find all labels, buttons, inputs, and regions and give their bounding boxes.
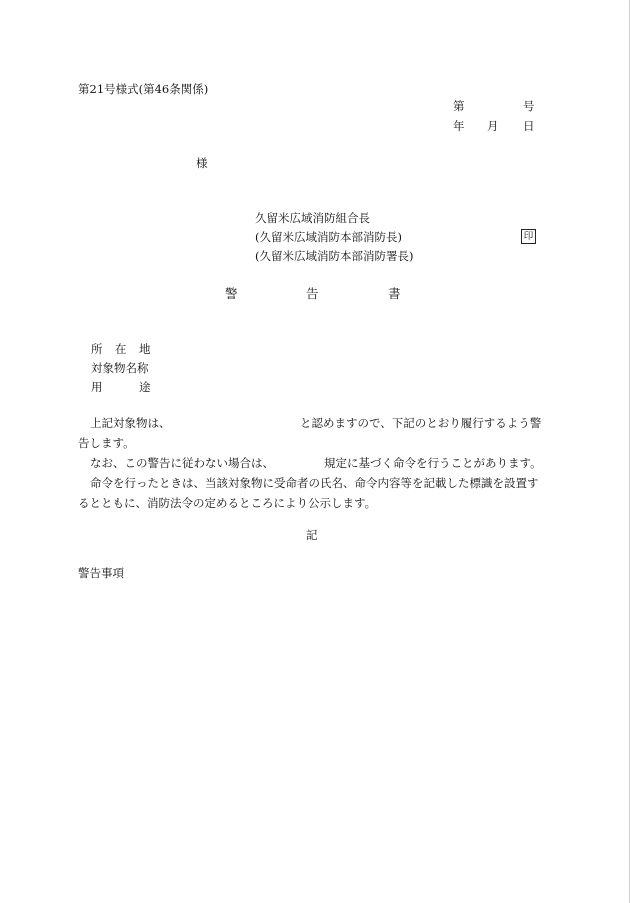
field-location-c3: 地 — [139, 342, 151, 356]
body-p1-part2: と認めますので、下記のとおり履行するよう警 — [300, 416, 542, 430]
field-usage-c1: 用 — [91, 380, 103, 394]
body-p2-part2: 規定に基づく命令を行うことがあります。 — [324, 456, 542, 470]
title-char-2: 告 — [306, 286, 319, 301]
body-p1-continuation: 告します。 — [78, 436, 135, 450]
date-month: 月 — [487, 119, 499, 133]
warning-items-label: 警告事項 — [78, 566, 124, 580]
field-location-c2: 在 — [115, 342, 127, 356]
date-day: 日 — [523, 119, 535, 133]
body-line — [78, 433, 550, 453]
field-usage-c2: 途 — [139, 380, 151, 394]
body-p3-line1: 命令を行ったときは、当該対象物に受命者の氏名、命令内容等を記載した標識を設置す — [90, 476, 539, 490]
date-year: 年 — [453, 119, 465, 133]
body-p2-part1: なお、この警告に従わない場合は、 — [90, 456, 274, 470]
body-p1-part1: 上記対象物は、 — [90, 416, 171, 430]
sender-line-3: (久留米広域消防本部消防署長) — [255, 249, 414, 263]
document-number-dai: 第 — [453, 99, 465, 113]
body-p3-line2: るとともに、消防法令の定めるところにより公示します。 — [78, 496, 377, 510]
body-line — [78, 413, 550, 433]
ki-heading: 記 — [306, 528, 318, 542]
field-location-c1: 所 — [91, 342, 103, 356]
title-char-3: 書 — [388, 286, 401, 301]
title-char-1: 警 — [225, 286, 238, 301]
body-line — [78, 473, 550, 493]
field-object-name: 対象物名称 — [91, 361, 149, 375]
sender-line-1: 久留米広域消防組合長 — [255, 211, 370, 225]
sender-line-2: (久留米広域消防本部消防長) — [255, 230, 402, 244]
form-number: 第21号様式(第46条関係) — [78, 82, 209, 96]
body-line — [78, 453, 550, 473]
document-number-go: 号 — [523, 99, 535, 113]
seal-mark: 印 — [521, 229, 536, 244]
body-paragraphs — [78, 413, 550, 513]
body-line — [78, 493, 550, 513]
recipient-honorific: 様 — [196, 156, 208, 170]
